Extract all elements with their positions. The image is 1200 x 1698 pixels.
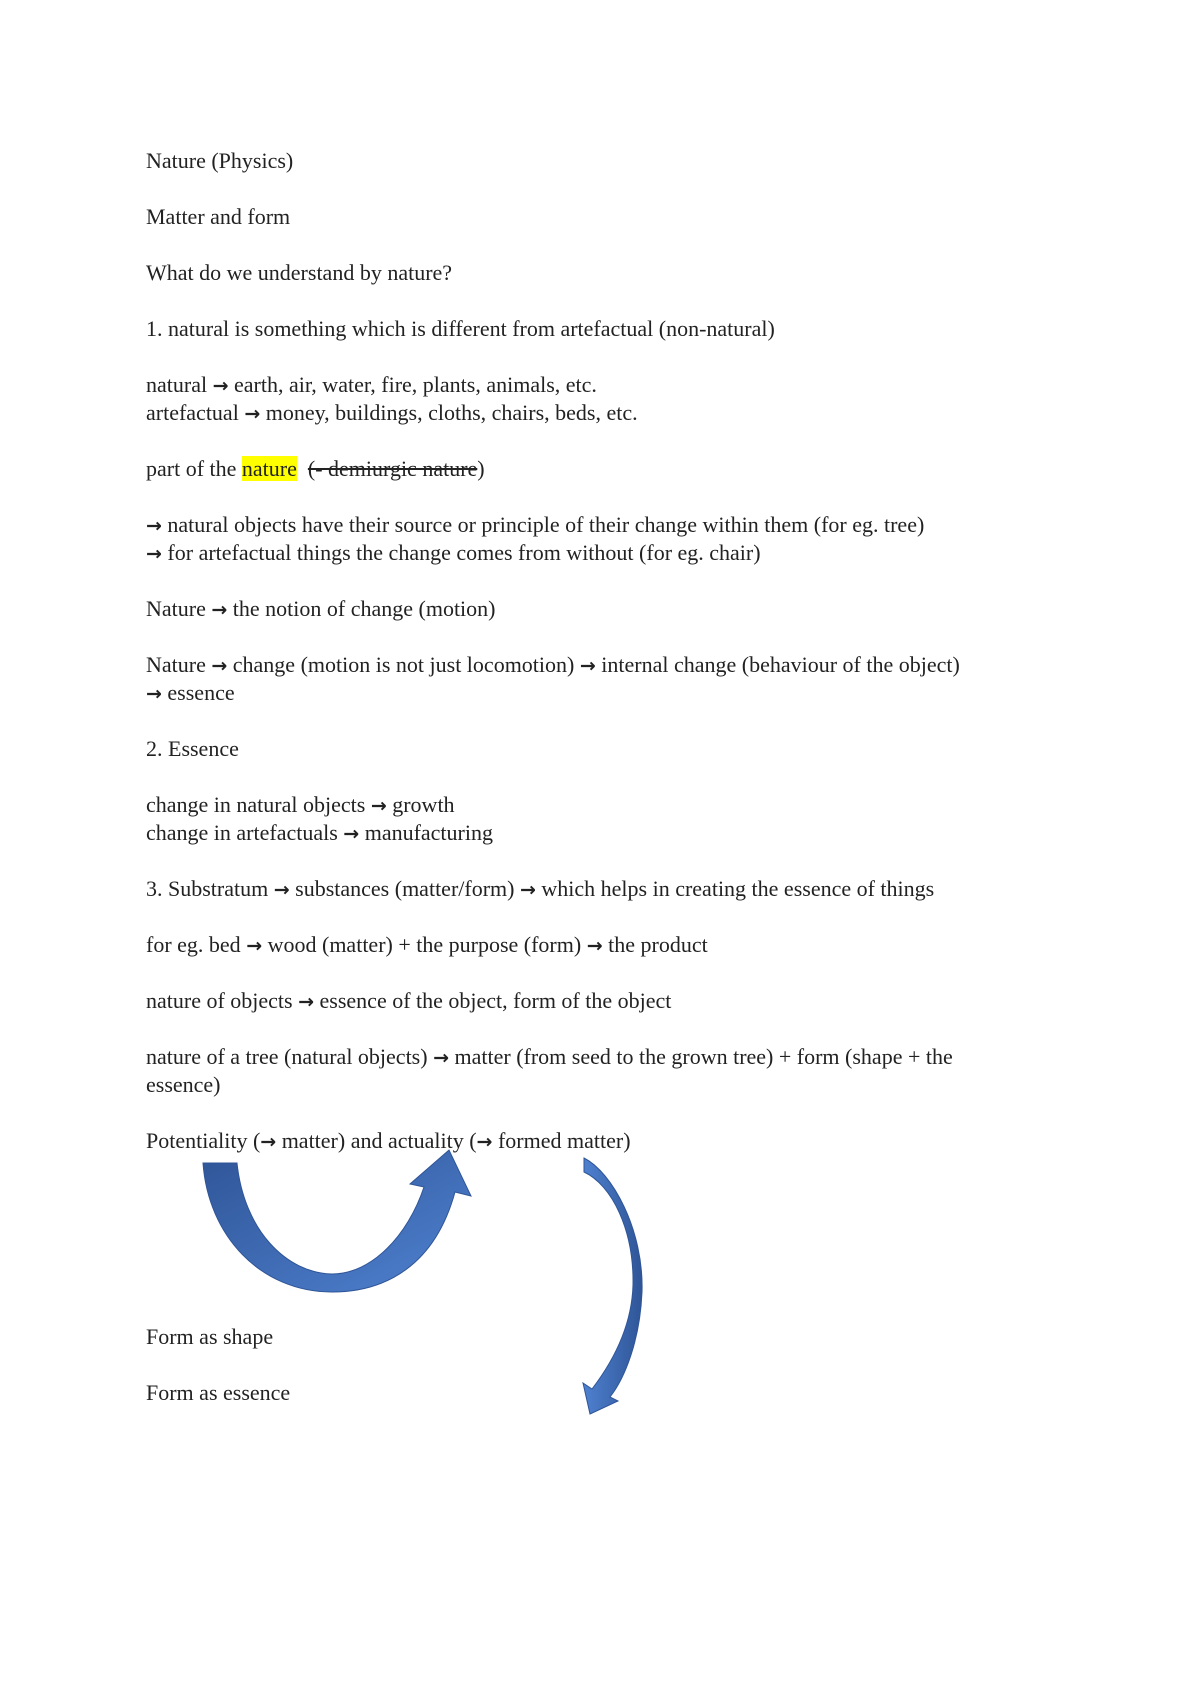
- right-arrow-icon: →: [211, 655, 228, 677]
- source-text-2: for artefactual things the change comes from without (for eg. chair): [167, 540, 761, 565]
- tree-line-cont: essence): [146, 1072, 221, 1097]
- point-2: 2. Essence: [146, 736, 239, 761]
- natural-label: natural: [146, 372, 208, 397]
- right-arrow-icon: →: [146, 515, 162, 537]
- creating-essence-text: which helps in creating the essence of things: [541, 876, 935, 901]
- close-paren: ): [477, 456, 485, 481]
- nature-motion-text: change (motion is not just locomotion): [232, 652, 575, 677]
- right-arrow-icon: →: [146, 543, 162, 565]
- right-arrow-icon: →: [370, 795, 387, 817]
- right-arrow-icon: →: [246, 935, 263, 957]
- nature-label: Nature: [146, 652, 206, 677]
- internal-change-text: internal change (behaviour of the object): [601, 652, 960, 677]
- objects-essence-text: essence of the object, form of the object: [319, 988, 672, 1013]
- right-arrow-icon: →: [260, 1131, 277, 1153]
- right-arrow-icon: →: [433, 1047, 449, 1069]
- substances-text: substances (matter/form): [295, 876, 515, 901]
- change-artefactual-text: change in artefactuals: [146, 820, 338, 845]
- artefactual-label: artefactual: [146, 400, 239, 425]
- doc-question: What do we understand by nature?: [146, 260, 453, 285]
- source-text-1: natural objects have their source or principle of their change within them (for eg. tree): [167, 512, 925, 537]
- part-text: part of the: [146, 456, 242, 481]
- down-curved-arrow-icon: [583, 1158, 642, 1414]
- struck-text: (- demiurgic nature: [307, 456, 478, 481]
- right-arrow-icon: →: [476, 1131, 493, 1153]
- nature-change-text: the notion of change (motion): [232, 596, 496, 621]
- right-arrow-icon: →: [579, 655, 596, 677]
- form-as-shape: Form as shape: [146, 1324, 274, 1349]
- tree-matter-text: matter (from seed to the grown tree) + form (shape + the: [454, 1044, 953, 1069]
- doc-title: Nature (Physics): [146, 148, 294, 173]
- growth-text: growth: [392, 792, 455, 817]
- right-arrow-icon: →: [586, 935, 603, 957]
- right-arrow-icon: →: [211, 599, 228, 621]
- highlighted-nature: nature: [241, 456, 297, 481]
- nature-label: Nature: [146, 596, 206, 621]
- right-arrow-icon: →: [212, 375, 229, 397]
- potentiality-text: Potentiality (: [146, 1128, 261, 1153]
- right-arrow-icon: →: [519, 879, 536, 901]
- substratum-text: 3. Substratum: [146, 876, 269, 901]
- formed-matter-text: formed matter): [492, 1128, 631, 1153]
- doc-subtitle: Matter and form: [146, 204, 291, 229]
- manufacturing-text: manufacturing: [364, 820, 493, 845]
- product-text: the product: [608, 932, 708, 957]
- u-curved-arrow-icon: [203, 1150, 471, 1292]
- right-arrow-icon: →: [244, 403, 261, 425]
- form-as-essence: Form as essence: [146, 1380, 291, 1405]
- point-1: 1. natural is something which is different from artefactual (non-natural): [146, 316, 775, 341]
- actuality-text: matter) and actuality (: [276, 1128, 477, 1153]
- right-arrow-icon: →: [298, 991, 315, 1013]
- right-arrow-icon: →: [343, 823, 360, 845]
- essence-text: essence: [167, 680, 235, 705]
- objects-text: nature of objects: [146, 988, 293, 1013]
- natural-examples: earth, air, water, fire, plants, animals, etc.: [234, 372, 597, 397]
- change-natural-text: change in natural objects: [146, 792, 366, 817]
- right-arrow-icon: →: [273, 879, 290, 901]
- wood-text: wood (matter) + the purpose (form): [267, 932, 582, 957]
- tree-text: nature of a tree (natural objects): [146, 1044, 428, 1069]
- bed-text: for eg. bed: [146, 932, 241, 957]
- artefactual-examples: money, buildings, cloths, chairs, beds, etc.: [265, 400, 638, 425]
- right-arrow-icon: →: [146, 683, 162, 705]
